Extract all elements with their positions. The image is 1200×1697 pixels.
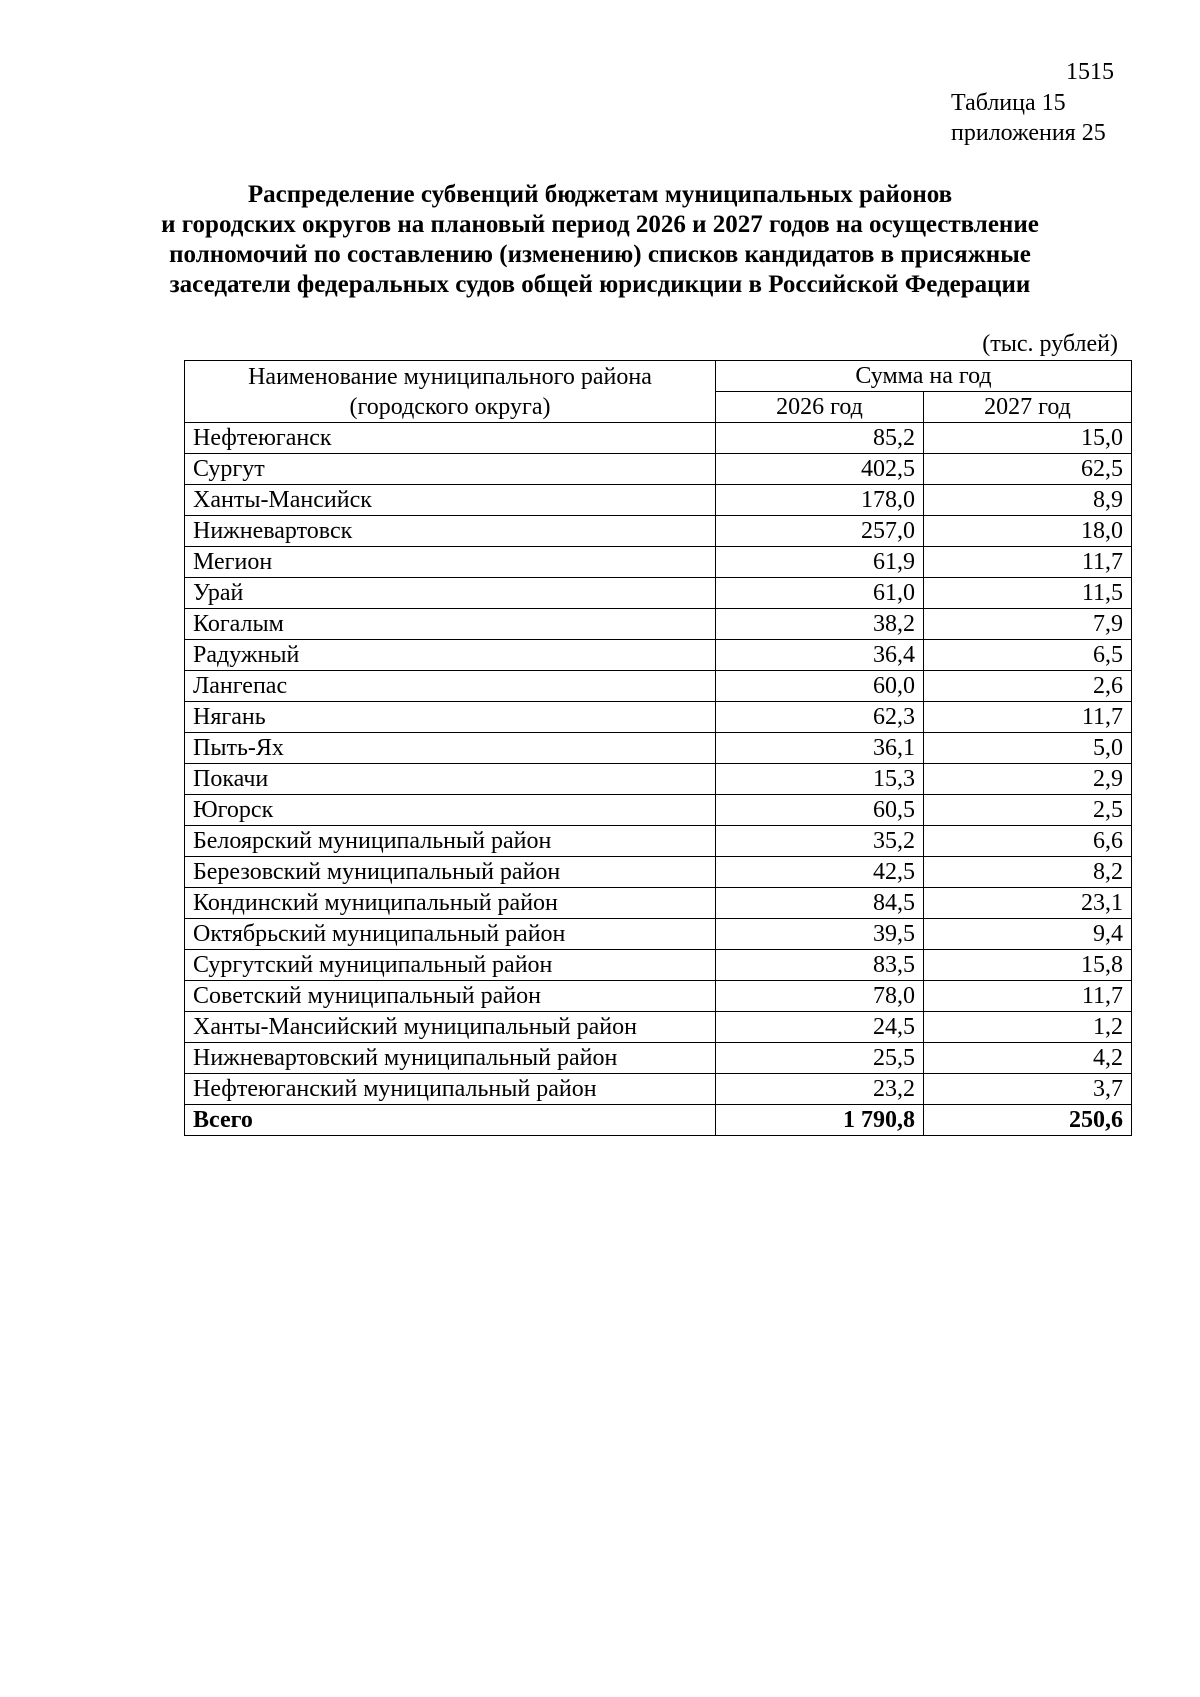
title-line: заседатели федеральных судов общей юрисдикции в Российской Федерации [169,271,1031,298]
amount-2027-cell: 1,2 [924,1012,1132,1043]
header-municipality-line: Наименование муниципального района [248,363,652,390]
header-year-2026: 2026 год [716,392,924,423]
municipality-name-cell: Белоярский муниципальный район [185,826,716,857]
table-row [185,733,1132,764]
amount-2026-cell: 61,9 [716,547,924,578]
table-row [185,857,1132,888]
amount-2027-cell: 15,0 [924,423,1132,454]
document-title [120,180,1080,300]
amount-2027-cell: 4,2 [924,1043,1132,1074]
amount-2027-cell: 9,4 [924,919,1132,950]
amount-2026-cell: 85,2 [716,423,924,454]
amount-2026-cell: 35,2 [716,826,924,857]
appendix-number: приложения 25 [951,120,1106,146]
amount-2026-cell: 84,5 [716,888,924,919]
amount-2027-cell: 11,5 [924,578,1132,609]
amount-2026-cell: 38,2 [716,609,924,640]
amount-2026-cell: 78,0 [716,981,924,1012]
table-row [185,795,1132,826]
table-row [185,919,1132,950]
total-row [185,1105,1132,1136]
table-body [185,423,1132,1136]
amount-2026-cell: 15,3 [716,764,924,795]
amount-2026-cell: 23,2 [716,1074,924,1105]
amount-2027-cell: 6,5 [924,640,1132,671]
amount-2026-cell: 62,3 [716,702,924,733]
table-row [185,950,1132,981]
municipality-name-cell: Нефтеюганск [185,423,716,454]
table-row [185,702,1132,733]
table-row [185,1012,1132,1043]
amount-2027-cell: 250,6 [924,1105,1132,1136]
table-reference [951,88,1106,148]
title-line: и городских округов на плановый период 2026 и 2027 годов на осуществление [161,211,1039,238]
amount-2026-cell: 36,1 [716,733,924,764]
table-row [185,640,1132,671]
amount-2027-cell: 7,9 [924,609,1132,640]
amount-2026-cell: 39,5 [716,919,924,950]
table-row [185,609,1132,640]
amount-2027-cell: 8,2 [924,857,1132,888]
amount-2027-cell: 2,9 [924,764,1132,795]
municipality-name-cell: Нижневартовск [185,516,716,547]
units-label: (тыс. рублей) [982,331,1118,357]
table-row [185,888,1132,919]
table-header [185,361,1132,423]
municipality-name-cell: Югорск [185,795,716,826]
municipality-name-cell: Лангепас [185,671,716,702]
amount-2027-cell: 8,9 [924,485,1132,516]
amount-2027-cell: 6,6 [924,826,1132,857]
amount-2026-cell: 25,5 [716,1043,924,1074]
table-row [185,671,1132,702]
amount-2026-cell: 402,5 [716,454,924,485]
amount-2027-cell: 18,0 [924,516,1132,547]
municipality-name-cell: Октябрьский муниципальный район [185,919,716,950]
municipality-name-cell: Нефтеюганский муниципальный район [185,1074,716,1105]
amount-2027-cell: 11,7 [924,702,1132,733]
title-line: полномочий по составлению (изменению) списков кандидатов в присяжные [169,241,1031,268]
table-row [185,981,1132,1012]
amount-2026-cell: 83,5 [716,950,924,981]
municipality-name-cell: Ханты-Мансийский муниципальный район [185,1012,716,1043]
header-municipality-line: (городского округа) [349,393,551,420]
amount-2026-cell: 36,4 [716,640,924,671]
amount-2027-cell: 5,0 [924,733,1132,764]
table-row [185,423,1132,454]
subvention-table [184,360,1132,1136]
table-row [185,1043,1132,1074]
municipality-name-cell: Кондинский муниципальный район [185,888,716,919]
table-row [185,547,1132,578]
amount-2027-cell: 15,8 [924,950,1132,981]
municipality-name-cell: Урай [185,578,716,609]
amount-2027-cell: 2,6 [924,671,1132,702]
municipality-name-cell: Советский муниципальный район [185,981,716,1012]
municipality-name-cell: Нижневартовский муниципальный район [185,1043,716,1074]
municipality-name-cell: Пыть-Ях [185,733,716,764]
municipality-name-cell: Березовский муниципальный район [185,857,716,888]
amount-2027-cell: 2,5 [924,795,1132,826]
amount-2026-cell: 178,0 [716,485,924,516]
municipality-name-cell: Покачи [185,764,716,795]
table-row [185,826,1132,857]
amount-2026-cell: 61,0 [716,578,924,609]
header-municipality [185,361,716,423]
header-annual-sum: Сумма на год [716,361,1132,392]
amount-2026-cell: 24,5 [716,1012,924,1043]
municipality-name-cell: Мегион [185,547,716,578]
municipality-name-cell: Всего [185,1105,716,1136]
municipality-name-cell: Нягань [185,702,716,733]
municipality-name-cell: Сургут [185,454,716,485]
table-row [185,578,1132,609]
table-row [185,764,1132,795]
amount-2026-cell: 1 790,8 [716,1105,924,1136]
amount-2026-cell: 257,0 [716,516,924,547]
amount-2027-cell: 23,1 [924,888,1132,919]
municipality-name-cell: Сургутский муниципальный район [185,950,716,981]
amount-2027-cell: 3,7 [924,1074,1132,1105]
page-number: 1515 [1066,59,1114,85]
table-number: Таблица 15 [951,90,1066,116]
table-row [185,516,1132,547]
amount-2026-cell: 42,5 [716,857,924,888]
title-line: Распределение субвенций бюджетам муниципальных районов [247,181,953,208]
municipality-name-cell: Радужный [185,640,716,671]
amount-2027-cell: 11,7 [924,981,1132,1012]
amount-2026-cell: 60,0 [716,671,924,702]
table-row [185,1074,1132,1105]
table-row [185,454,1132,485]
municipality-name-cell: Когалым [185,609,716,640]
amount-2027-cell: 62,5 [924,454,1132,485]
table-row [185,485,1132,516]
municipality-name-cell: Ханты-Мансийск [185,485,716,516]
amount-2026-cell: 60,5 [716,795,924,826]
header-year-2027: 2027 год [924,392,1132,423]
amount-2027-cell: 11,7 [924,547,1132,578]
